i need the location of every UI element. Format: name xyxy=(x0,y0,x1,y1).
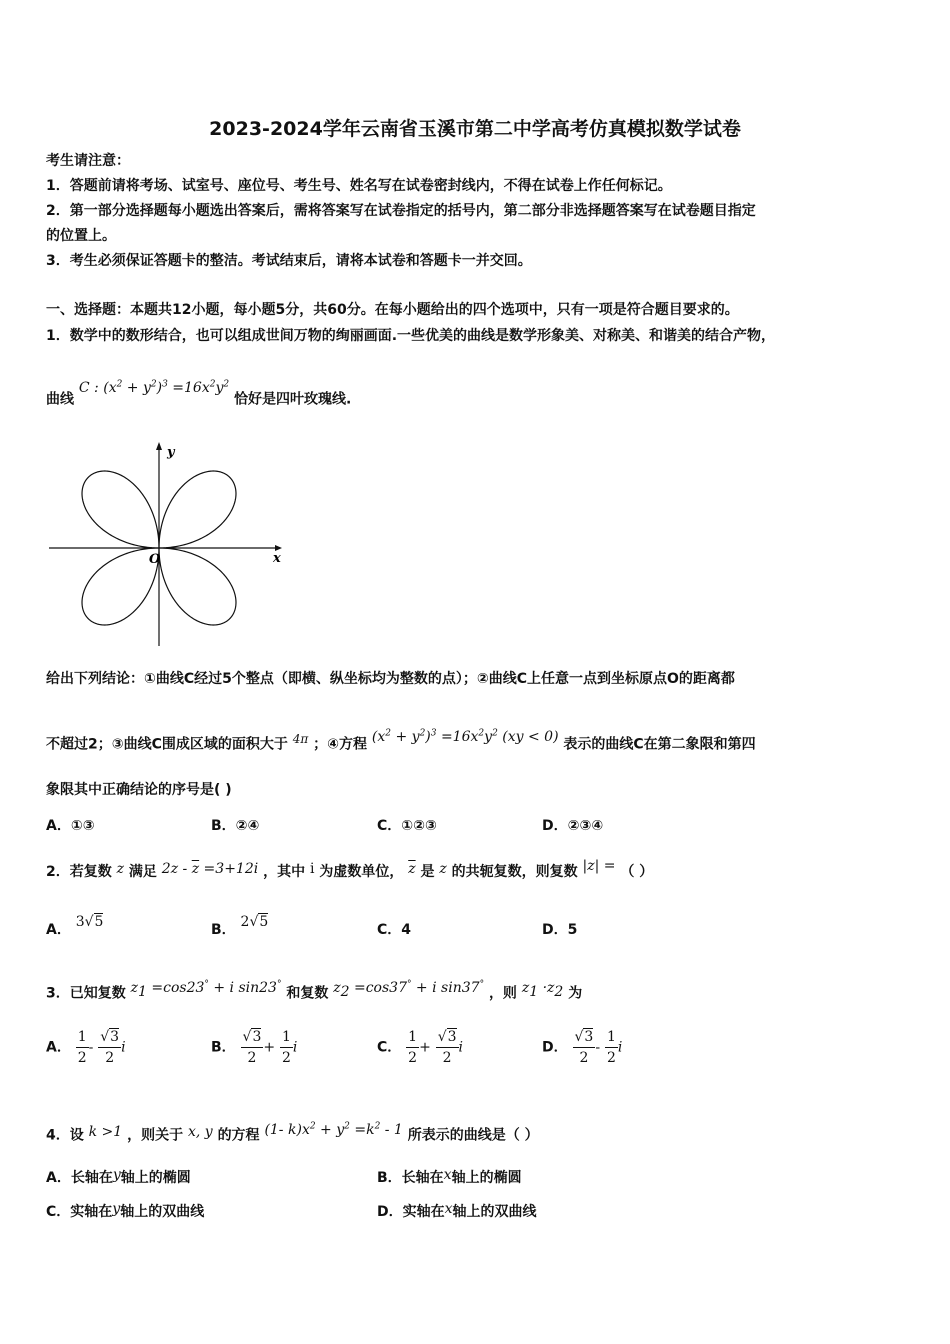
abs-z: |z| = xyxy=(582,858,616,874)
option-text: 轴上的椭圆 xyxy=(451,1170,522,1186)
x-var: x xyxy=(444,1201,453,1217)
q1-text: 曲线 xyxy=(46,391,74,408)
x-axis-label: x xyxy=(273,551,281,566)
option-text: C．实轴在 xyxy=(46,1204,113,1220)
notice-heading: 考生请注意： xyxy=(46,153,130,169)
z-var: z xyxy=(116,861,125,877)
q2-text: 2．若复数 xyxy=(46,864,112,880)
q2-option-c: C．4 xyxy=(377,922,412,938)
y-var: y xyxy=(112,1167,121,1183)
q1-option-c: C．①②③ xyxy=(377,818,437,834)
fraction-root3-half: $\frac{√3}{2}$ xyxy=(437,1029,457,1066)
q4-text: 4．设 xyxy=(46,1127,84,1144)
q1-equation-2: $(x^2 + y^2)^3 =16x^2y^2$ (xy < 0) xyxy=(371,728,559,745)
q3-text: 和复数 xyxy=(286,985,329,1002)
x-var: x xyxy=(443,1167,452,1183)
y-axis-arrow xyxy=(156,442,162,450)
y-axis-label: y xyxy=(167,445,175,460)
q1-line5: 象限其中正确结论的序号是( ) xyxy=(46,782,232,798)
q1-text: 恰好是四叶玫瑰线. xyxy=(234,391,352,408)
q2-text: ，其中 xyxy=(263,864,306,880)
fraction-root3-half: $\frac{√3}{2}$ xyxy=(100,1029,120,1066)
q2-text: 的共轭复数，则复数 xyxy=(451,864,578,880)
q4-equation: (1- $k)x^2 + y^2 =k^2 - 1$ xyxy=(264,1121,403,1138)
fraction-half: $\frac{1}{2}$ xyxy=(77,1029,87,1066)
q1-option-a: A．①③ xyxy=(46,818,95,834)
q1-text: 不超过2；③曲线C围成区域的面积大于 xyxy=(46,736,288,753)
q1-option-b: B．②④ xyxy=(211,818,260,834)
q4-text: 的方程 xyxy=(217,1127,260,1144)
four-pi: 4π xyxy=(292,731,309,746)
two-root-five: 2√5 xyxy=(240,914,269,930)
option-label: A． xyxy=(46,1039,71,1056)
z2-equation: $z_2 =\cos 37^\circ + i$ sin37° xyxy=(333,979,485,1000)
origin-label: O xyxy=(149,552,161,567)
z1-equation: $z_1 =\cos 23^\circ + i$ sin23° xyxy=(130,979,282,1000)
section-heading: 一、选择题：本题共12小题，每小题5分，共60分。在每小题给出的四个选项中，只有一项是符合题目要求的。 xyxy=(46,302,739,318)
q2-option-d: D．5 xyxy=(542,922,578,938)
fraction-half: $\frac{1}{2}$ xyxy=(282,1029,291,1066)
fraction-half: $\frac{1}{2}$ xyxy=(606,1029,616,1066)
q3-option-c: C． $\frac{1}{2}$ + $\frac{√3}{2}$ i xyxy=(377,1029,464,1066)
k-condition: k >1 xyxy=(88,1123,123,1140)
option-text: 轴上的双曲线 xyxy=(120,1204,205,1220)
notice-item: 2．第一部分选择题每小题选出答案后，需将答案写在试卷指定的括号内，第二部分非选择题答案写在试卷题目指定 xyxy=(46,203,756,219)
option-text: 轴上的双曲线 xyxy=(452,1204,537,1220)
option-label: B． xyxy=(211,922,236,938)
q3-text: ，则 xyxy=(488,985,517,1002)
q1-option-d: D．②③④ xyxy=(542,818,604,834)
notice-item: 的位置上。 xyxy=(46,228,116,244)
three-root-five: 3√5 xyxy=(75,914,104,930)
option-text: D．实轴在 xyxy=(377,1204,445,1220)
q3-text: 3．已知复数 xyxy=(46,985,126,1002)
q1-line2 xyxy=(46,379,352,410)
page-title: 2023-2024学年云南省玉溪市第二中学高考仿真模拟数学试卷 xyxy=(209,118,741,140)
q1-line4 xyxy=(46,728,756,755)
q2-option-b xyxy=(211,914,269,940)
q3-option-b: B． $\frac{√3}{2}$ + $\frac{1}{2}$ i xyxy=(211,1029,298,1066)
notice-item: 3．考生必须保证答题卡的整洁。考试结束后，请将本试卷和答题卡一并交回。 xyxy=(46,253,532,269)
notice-item: 1．答题前请将考场、试室号、座位号、考生号、姓名写在试卷密封线内，不得在试卷上作任何标记。 xyxy=(46,178,672,194)
q3-option-a: A． $\frac{1}{2}$ - $\frac{√3}{2}$ i xyxy=(46,1029,126,1066)
q1-text: 表示的曲线C在第二象限和第四 xyxy=(563,736,756,753)
q4-option-c xyxy=(46,1202,204,1222)
option-label: A． xyxy=(46,922,71,938)
q4-text: 所表示的曲线是（ ） xyxy=(407,1127,539,1144)
q1-text: ；④方程 xyxy=(313,736,368,753)
q2-stem xyxy=(46,858,654,882)
q2-text: （ ） xyxy=(620,864,654,880)
q2-text: 满足 xyxy=(128,864,157,880)
q1-equation: C : $(x^2 + y^2)^3 =16x^2y^2$ xyxy=(78,379,230,396)
q1-line1: 1．数学中的数形结合，也可以组成世间万物的绚丽画面.一些优美的曲线是数学形象美、对称美、和谐美的结合产物， xyxy=(46,328,776,344)
option-label: B． xyxy=(211,1039,236,1056)
q1-line3: 给出下列结论：①曲线C经过5个整点（即横、纵坐标均为整数的点）；②曲线C上任意一点到坐标原点O的距离都 xyxy=(46,671,735,687)
z-var: z xyxy=(439,861,447,877)
xy-vars: x, y xyxy=(187,1123,213,1140)
q4-option-b xyxy=(377,1168,522,1188)
q4-option-d xyxy=(377,1202,537,1222)
q3-text: 为 xyxy=(568,985,583,1002)
fraction-root3-half: $\frac{√3}{2}$ xyxy=(574,1029,594,1066)
q3-option-d: D． $\frac{√3}{2}$ - $\frac{1}{2}$ i xyxy=(542,1029,623,1066)
option-label: D． xyxy=(542,1039,568,1056)
y-var: y xyxy=(112,1201,121,1217)
q3-stem xyxy=(46,980,582,1007)
fraction-half: $\frac{1}{2}$ xyxy=(408,1029,418,1066)
q2-text: 为虚数单位， xyxy=(319,864,404,880)
q2-text: 是 xyxy=(420,864,435,880)
q4-text: ，则关于 xyxy=(127,1127,184,1144)
q4-option-a xyxy=(46,1168,191,1188)
q2-option-a xyxy=(46,914,104,940)
z1-z2-product: $z_1 \cdot z_2$ xyxy=(521,979,564,1000)
option-label: C． xyxy=(377,1039,402,1056)
fraction-root3-half: $\frac{√3}{2}$ xyxy=(242,1029,262,1066)
q2-equation: $2z - \overline{z} =3+12i$ xyxy=(161,861,259,877)
option-text: B．长轴在 xyxy=(377,1170,444,1186)
q4-stem xyxy=(46,1122,539,1146)
i-var: i xyxy=(309,861,315,877)
rose-curve-graph xyxy=(46,440,296,650)
z-conjugate: $\overline{z}$ xyxy=(408,861,416,877)
option-text: 轴上的椭圆 xyxy=(120,1170,191,1186)
option-text: A．长轴在 xyxy=(46,1170,113,1186)
